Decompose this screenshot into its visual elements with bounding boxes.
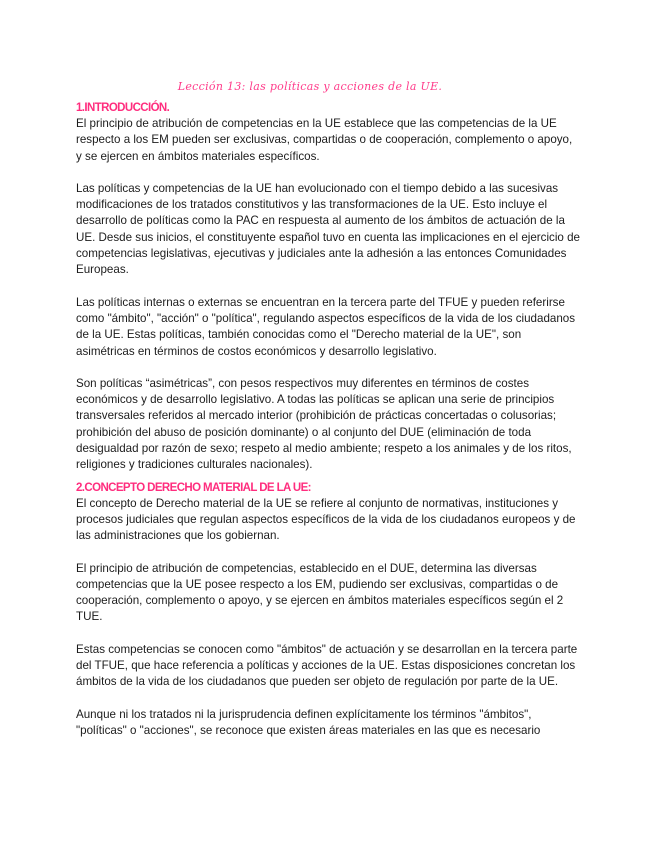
document-body xyxy=(76,100,581,739)
section-heading-concepto: 2.CONCEPTO DERECHO MATERIAL DE LA UE: xyxy=(76,481,311,494)
paragraph: El principio de atribución de competencias en la UE establece que las competencias de la UE respecto a los EM pueden ser exclusivas, compartidas o de cooperación, complemento o apoyo, y se ejercen en ámbitos materiales específicos. xyxy=(76,117,573,163)
document-title: Lección 13: las políticas y acciones de la UE. xyxy=(177,80,443,93)
paragraph: Las políticas y competencias de la UE han evolucionado con el tiempo debido a las sucesivas modificaciones de los tratados constitutivos y las transformaciones de la UE. Esto incluye el desarrollo de políticas como la PAC en respuesta al aumento de los ámbitos de actuación de la UE. Desde sus inicios, el constituyente español tuvo en cuenta las implicaciones en el ejercicio de competencias legislativas, ejecutivas y judiciales ante la adhesión a las entonces Comunidades Europeas. xyxy=(76,181,580,277)
paragraph: El principio de atribución de competencias, establecido en el DUE, determina las diversas competencias que la UE posee respecto a los EM, pudiendo ser exclusivas, compartidas o de cooperación, complemento o apoyo, y se ejercen en ámbitos materiales específicos según el 2 TUE. xyxy=(76,561,564,624)
paragraph: El concepto de Derecho material de la UE se refiere al conjunto de normativas, instituciones y procesos judiciales que regulan aspectos específicos de la vida de los ciudadanos europeos y de las administraciones que los gobiernan. xyxy=(76,496,576,543)
paragraph: Las políticas internas o externas se encuentran en la tercera parte del TFUE y pueden referirse como "ámbito", "acción" o "política", regulando aspectos específicos de la vida de los ciudadanos de la UE. Estas políticas, también conocidas como el "Derecho material de la UE", son asimétricas en términos de costos económicos y desarrollo legislativo. xyxy=(76,295,576,358)
paragraph: Son políticas “asimétricas”, con pesos respectivos muy diferentes en términos de costes económicos y de desarrollo legislativo. A todas las políticas se aplican una serie de principios transversales referidos al mercado interior (prohibición de prácticas concertadas o colusorias; prohibición del abuso de posición dominante) o al conjunto del DUE (eliminación de toda desigualdad por razón de sexo; respeto al medio ambiente; respeto a los animales y de los ritos, religiones y tradiciones culturales nacionales). xyxy=(76,376,572,472)
section-heading-introduccion: 1.INTRODUCCIÓN. xyxy=(76,102,170,114)
paragraph: Estas competencias se conocen como "ámbitos" de actuación y se desarrollan en la tercera parte del TFUE, que hace referencia a políticas y acciones de la UE. Estas disposiciones concretan los ámbitos de la vida de los ciudadanos que pueden ser objeto de regulación por parte de la UE. xyxy=(76,642,578,689)
paragraph: Aunque ni los tratados ni la jurisprudencia definen explícitamente los términos "ámbitos", "políticas" o "acciones", se reconoce que existen áreas materiales en las que es necesario xyxy=(76,707,541,737)
